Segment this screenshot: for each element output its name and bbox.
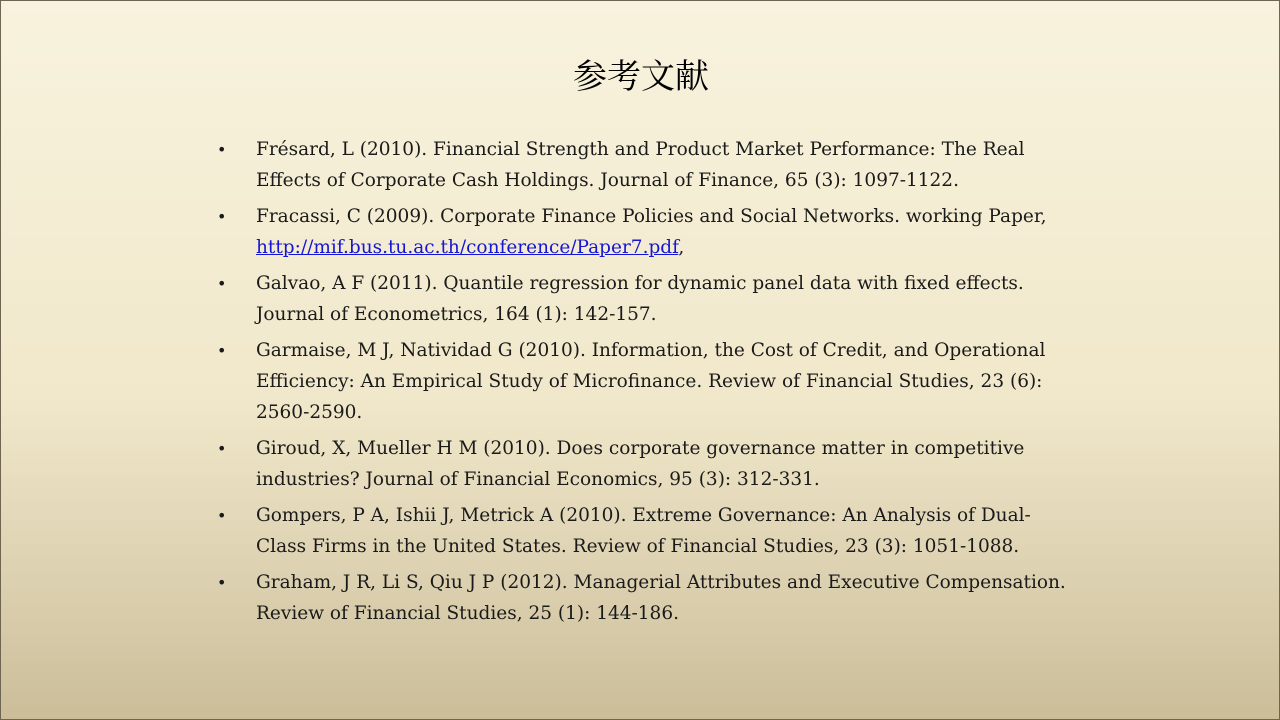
reference-item bbox=[215, 567, 1075, 629]
reference-text: Garmaise, M J, Natividad G (2010). Information, the Cost of Credit, and Operational Efficiency: An Empirical Study of Microfinance. Review of Financial Studies, 23 (6): 2560-2590. bbox=[256, 340, 1046, 423]
slide-title: 参考文献 bbox=[573, 57, 709, 97]
reference-item bbox=[215, 268, 1075, 330]
bullet-icon: • bbox=[217, 207, 227, 226]
bullet-icon: • bbox=[217, 274, 227, 293]
reference-text: Fracassi, C (2009). Corporate Finance Policies and Social Networks. working Paper, bbox=[256, 206, 1047, 227]
bullet-icon: • bbox=[217, 439, 227, 458]
reference-item bbox=[215, 433, 1075, 495]
reference-list bbox=[215, 134, 1075, 634]
bullet-icon: • bbox=[217, 140, 227, 159]
bullet-icon: • bbox=[217, 573, 227, 592]
reference-item bbox=[215, 201, 1075, 263]
reference-link[interactable]: http://mif.bus.tu.ac.th/conference/Paper7.pdf bbox=[256, 237, 679, 258]
reference-text: Gompers, P A, Ishii J, Metrick A (2010). Extreme Governance: An Analysis of Dual-Class Firms in the United States. Review of Financial Studies, 23 (3): 1051-1088. bbox=[256, 505, 1031, 557]
reference-item bbox=[215, 500, 1075, 562]
reference-text: Graham, J R, Li S, Qiu J P (2012). Managerial Attributes and Executive Compensation. Review of Financial Studies, 25 (1): 144-186. bbox=[256, 572, 1066, 624]
bullet-icon: • bbox=[217, 506, 227, 525]
reference-item bbox=[215, 134, 1075, 196]
reference-text: Giroud, X, Mueller H M (2010). Does corporate governance matter in competitive industries? Journal of Financial Economics, 95 (3): 312-331. bbox=[256, 438, 1025, 490]
reference-suffix: , bbox=[678, 237, 685, 258]
reference-text: Frésard, L (2010). Financial Strength and Product Market Performance: The Real Effects of Corporate Cash Holdings. Journal of Finance, 65 (3): 1097-1122. bbox=[256, 139, 1025, 191]
bullet-icon: • bbox=[217, 341, 227, 360]
reference-text: Galvao, A F (2011). Quantile regression for dynamic panel data with fixed effects. Journal of Econometrics, 164 (1): 142-157. bbox=[256, 273, 1024, 325]
reference-item bbox=[215, 335, 1075, 428]
